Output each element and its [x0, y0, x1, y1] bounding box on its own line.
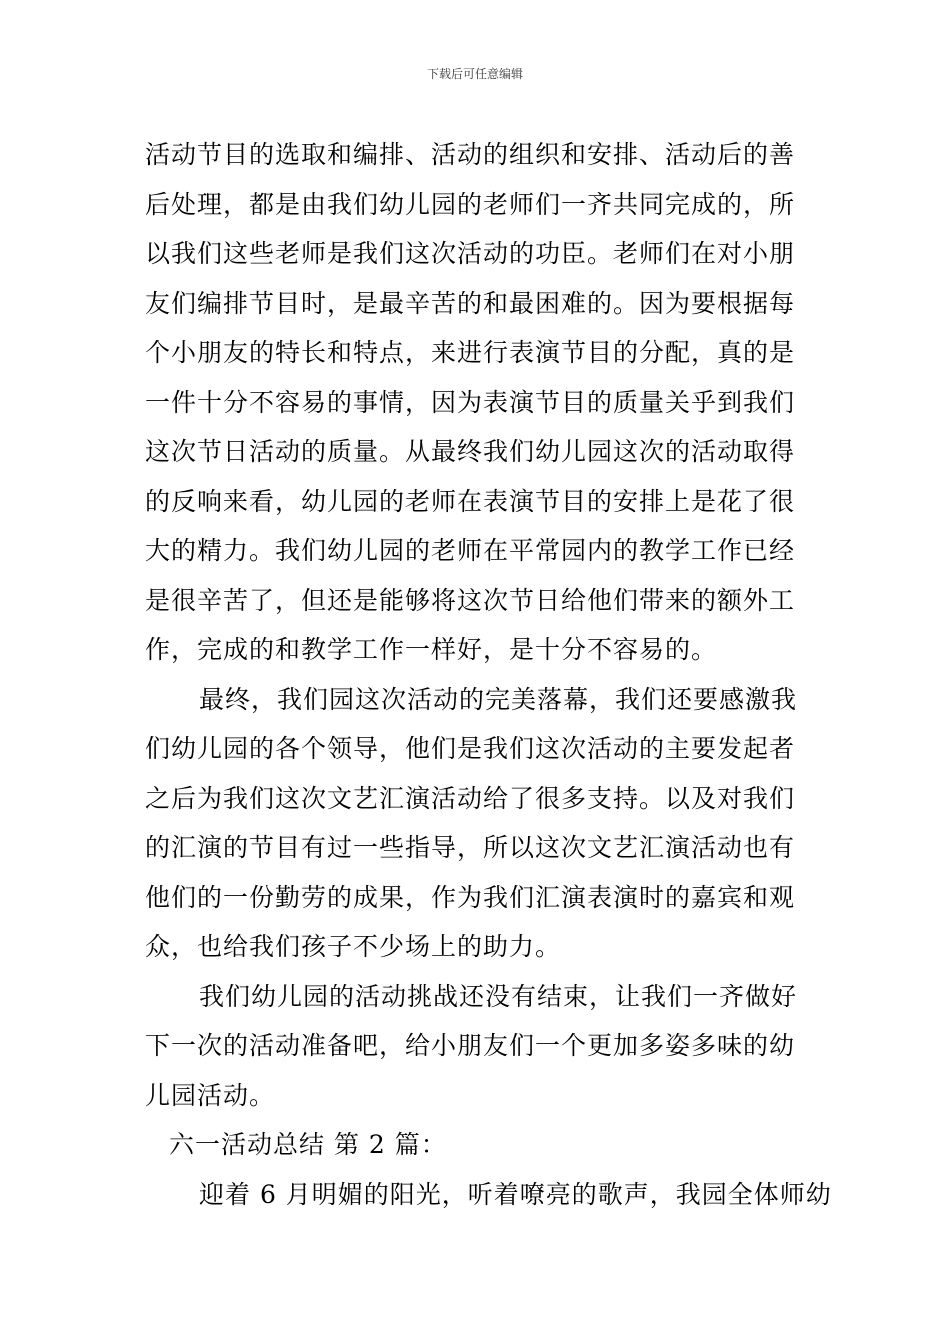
text-line: 迎着 6 月明媚的阳光，听着嘹亮的歌声，我园全体师幼	[199, 1179, 832, 1209]
text-line: 个小朋友的特长和特点，来进行表演节目的分配，真的是	[145, 338, 796, 367]
text-line: 的汇演的节目有过一些指导，所以这次文艺汇演活动也有	[145, 833, 796, 862]
text-line: 大的精力。我们幼儿园的老师在平常园内的教学工作已经	[145, 536, 796, 565]
text-line: 我们幼儿园的活动挑战还没有结束，让我们一齐做好	[199, 981, 798, 1011]
paragraph-1	[145, 130, 805, 675]
text-line: 作，完成的和教学工作一样好，是十分不容易的。	[145, 635, 718, 664]
text-line: 众，也给我们孩子不少场上的助力。	[145, 932, 562, 961]
text-line: 是很辛苦了，但还是能够将这次节日给他们带来的额外工	[145, 585, 796, 615]
paragraph-3	[145, 972, 805, 1121]
text-line: 以我们这些老师是我们这次活动的功臣。老师们在对小朋	[145, 239, 796, 268]
page-header: 下载后可任意编辑	[426, 67, 523, 81]
text-line: 这次节日活动的质量。从最终我们幼儿园这次的活动取得	[145, 437, 796, 466]
text-line: 们幼儿园的各个领导，他们是我们这次活动的主要发起者	[145, 734, 796, 763]
text-line: 最终，我们园这次活动的完美落幕，我们还要感激我	[199, 684, 798, 714]
text-line: 后处理，都是由我们幼儿园的老师们一齐共同完成的，所	[145, 189, 796, 219]
text-line: 下一次的活动准备吧，给小朋友们一个更加多姿多味的幼	[145, 1031, 796, 1060]
paragraph-2	[145, 675, 805, 972]
section-heading-text: 六一活动总结 第 2 篇：	[169, 1130, 447, 1159]
text-line: 他们的一份勤劳的成果，作为我们汇演表演时的嘉宾和观	[145, 882, 796, 912]
text-line: 一件十分不容易的事情，因为表演节目的质量关乎到我们	[145, 387, 796, 417]
text-line: 活动节目的选取和编排、活动的组织和安排、活动后的善	[145, 140, 796, 169]
paragraph-4	[145, 1170, 832, 1220]
text-line: 之后为我们这次文艺汇演活动给了很多支持。以及对我们	[145, 783, 796, 813]
text-line: 儿园活动。	[145, 1080, 276, 1110]
text-line: 友们编排节目时，是最辛苦的和最困难的。因为要根据每	[145, 288, 796, 318]
text-line: 的反响来看，幼儿园的老师在表演节目的安排上是花了很	[145, 486, 796, 516]
document-body	[145, 130, 832, 1219]
section-heading	[145, 1120, 805, 1170]
